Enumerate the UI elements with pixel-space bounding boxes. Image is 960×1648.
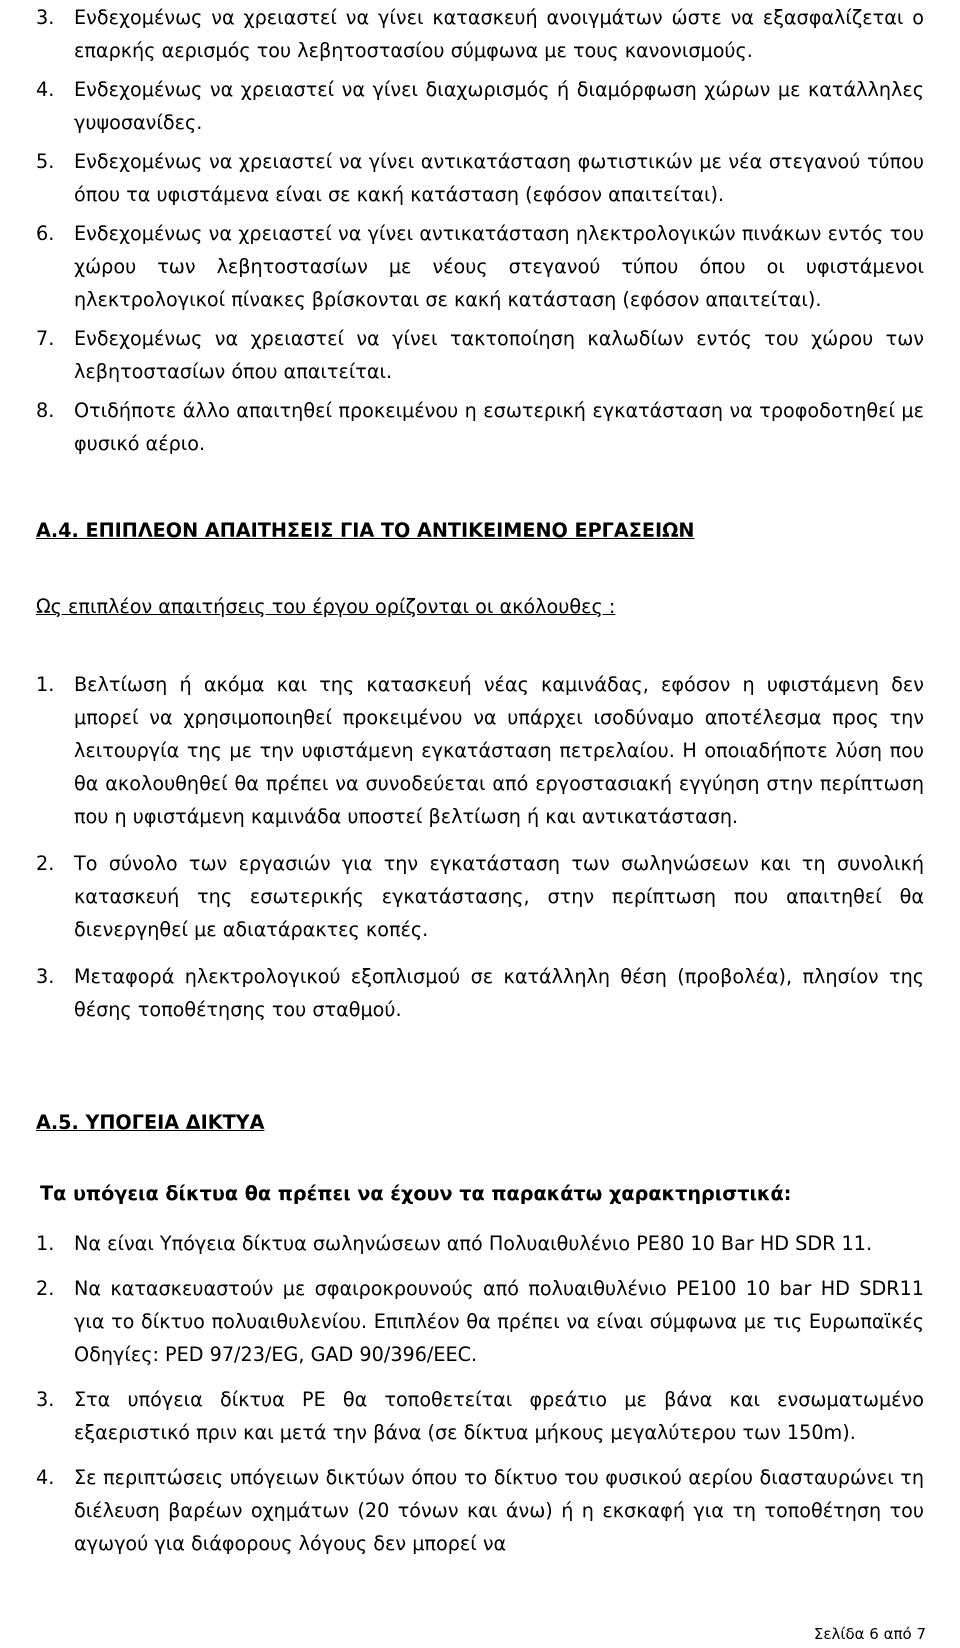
list-item (36, 145, 924, 211)
list-item-text: Ενδεχομένως να χρειαστεί να γίνει τακτοποίηση καλωδίων εντός του χώρου των λεβητοστασίων όπου απαιτείται. (74, 327, 924, 383)
list-item-text: Σε περιπτώσεις υπόγειων δικτύων όπου το δίκτυο του φυσικού αερίου διασταυρώνει τη διέλευση βαρέων οχημάτων (20 τόνων και άνω) ή η εκσκαφή για τη τοποθέτηση του αγωγού για διάφορους λόγους δεν μπορεί να (74, 1466, 924, 1555)
list-item-number: 2. (36, 1277, 55, 1300)
list-item-number: 5. (36, 150, 55, 173)
list-item-text: Μεταφορά ηλεκτρολογικού εξοπλισμού σε κατάλληλη θέση (προβολέα), πλησίον της θέσης τοποθέτησης του σταθμού. (74, 965, 924, 1021)
list-item (36, 1383, 924, 1449)
list-item-number: 8. (36, 399, 55, 422)
continued-list (36, 1, 924, 466)
section-a5-title: ΥΠΟΓΕΙΑ ΔΙΚΤΥΑ (85, 1111, 265, 1134)
section-a4-intro: Ως επιπλέον απαιτήσεις του έργου ορίζονται οι ακόλουθες : (36, 595, 616, 618)
list-item-text: Ενδεχομένως να χρειαστεί να γίνει αντικατάσταση ηλεκτρολογικών πινάκων εντός του χώρου των λεβητοστασίων με νέους στεγανού τύπου όπου οι υφιστάμενοι ηλεκτρολογικοί πίνακες βρίσκονται σε κακή κατάσταση (εφόσον απαιτείται). (74, 222, 924, 311)
section-a4-number: Α.4. (36, 519, 79, 542)
section-a5-number: Α.5. (36, 1111, 79, 1134)
section-a4-heading (36, 514, 694, 547)
list-item-text: Να κατασκευαστούν με σφαιροκρουνούς από πολυαιθυλένιο PE100 10 bar HD SDR11 για το δίκτυο πολυαιθυλενίου. Επιπλέον θα πρέπει να είναι σύμφωνα με τις Ευρωπαϊκές Οδηγίες: PED 97/23/EG, GAD 90/396/EEC. (74, 1277, 924, 1366)
list-item-number: 6. (36, 222, 55, 245)
list-item-number: 3. (36, 6, 55, 29)
list-item-text: Ενδεχομένως να χρειαστεί να γίνει διαχωρισμός ή διαμόρφωση χώρων με κατάλληλες γυψοσανίδες. (74, 78, 924, 134)
list-item (36, 394, 924, 460)
section-a5-heading (36, 1106, 264, 1139)
list-item (36, 322, 924, 388)
section-a4-title: ΕΠΙΠΛΕΟΝ ΑΠΑΙΤΗΣΕΙΣ ΓΙΑ ΤΟ ΑΝΤΙΚΕΙΜΕΝΟ ΕΡΓΑΣΕΙΩΝ (85, 519, 695, 542)
list-item-text: Ενδεχομένως να χρειαστεί να γίνει αντικατάσταση φωτιστικών με νέα στεγανού τύπου όπου τα υφιστάμενα είναι σε κακή κατάσταση (εφόσον απαιτείται). (74, 150, 924, 206)
list-item (36, 1461, 924, 1560)
list-item-text: Το σύνολο των εργασιών για την εγκατάσταση των σωληνώσεων και τη συνολική κατασκευή της εσωτερικής εγκατάστασης, στην περίπτωση που απαιτηθεί θα διενεργηθεί με αδιατάρακτες κοπές. (74, 852, 924, 941)
list-item-number: 1. (36, 1232, 55, 1255)
list-item-number: 4. (36, 78, 55, 101)
list-item (36, 73, 924, 139)
section-a5-list (36, 1227, 924, 1566)
list-item-text: Ενδεχομένως να χρειαστεί να γίνει κατασκευή ανοιγμάτων ώστε να εξασφαλίζεται ο επαρκής αερισμός του λεβητοστασίου σύμφωνα με τους κανονισμούς. (74, 6, 924, 62)
list-item (36, 847, 924, 946)
list-item-number: 2. (36, 852, 55, 875)
section-a5-intro: Τα υπόγεια δίκτυα θα πρέπει να έχουν τα παρακάτω χαρακτηριστικά: (40, 1182, 792, 1205)
list-item (36, 1272, 924, 1371)
list-item-number: 1. (36, 673, 55, 696)
list-item (36, 668, 924, 833)
list-item-text: Να είναι Υπόγεια δίκτυα σωληνώσεων από Πολυαιθυλένιο PE80 10 Bar HD SDR 11. (74, 1232, 873, 1255)
list-item (36, 1227, 924, 1260)
section-a4-list (36, 668, 924, 1032)
list-item (36, 217, 924, 316)
list-item-number: 4. (36, 1466, 55, 1489)
list-item-text: Οτιδήποτε άλλο απαιτηθεί προκειμένου η εσωτερική εγκατάσταση να τροφοδοτηθεί με φυσικό αέριο. (74, 399, 924, 455)
list-item (36, 960, 924, 1026)
list-item-text: Βελτίωση ή ακόμα και της κατασκευή νέας καμινάδας, εφόσον η υφιστάμενη δεν μπορεί να χρησιμοποιηθεί προκειμένου να υπάρχει ισοδύναμο αποτέλεσμα προς την λειτουργία της με την υφιστάμενη εγκατάσταση πετρελαίου. Η οποιαδήποτε λύση που θα ακολουθηθεί θα πρέπει να συνοδεύεται από εργοστασιακή εγγύηση στην περίπτωση που η υφιστάμενη καμινάδα υποστεί βελτίωση ή και αντικατάσταση. (74, 673, 924, 828)
page-number-footer: Σελίδα 6 από 7 (813, 1625, 926, 1643)
list-item (36, 1, 924, 67)
list-item-number: 3. (36, 965, 55, 988)
list-item-number: 3. (36, 1388, 55, 1411)
list-item-text: Στα υπόγεια δίκτυα PE θα τοποθετείται φρεάτιο με βάνα και ενσωματωμένο εξαεριστικό πριν και μετά την βάνα (σε δίκτυα μήκους μεγαλύτερου των 150m). (74, 1388, 924, 1444)
list-item-number: 7. (36, 327, 55, 350)
